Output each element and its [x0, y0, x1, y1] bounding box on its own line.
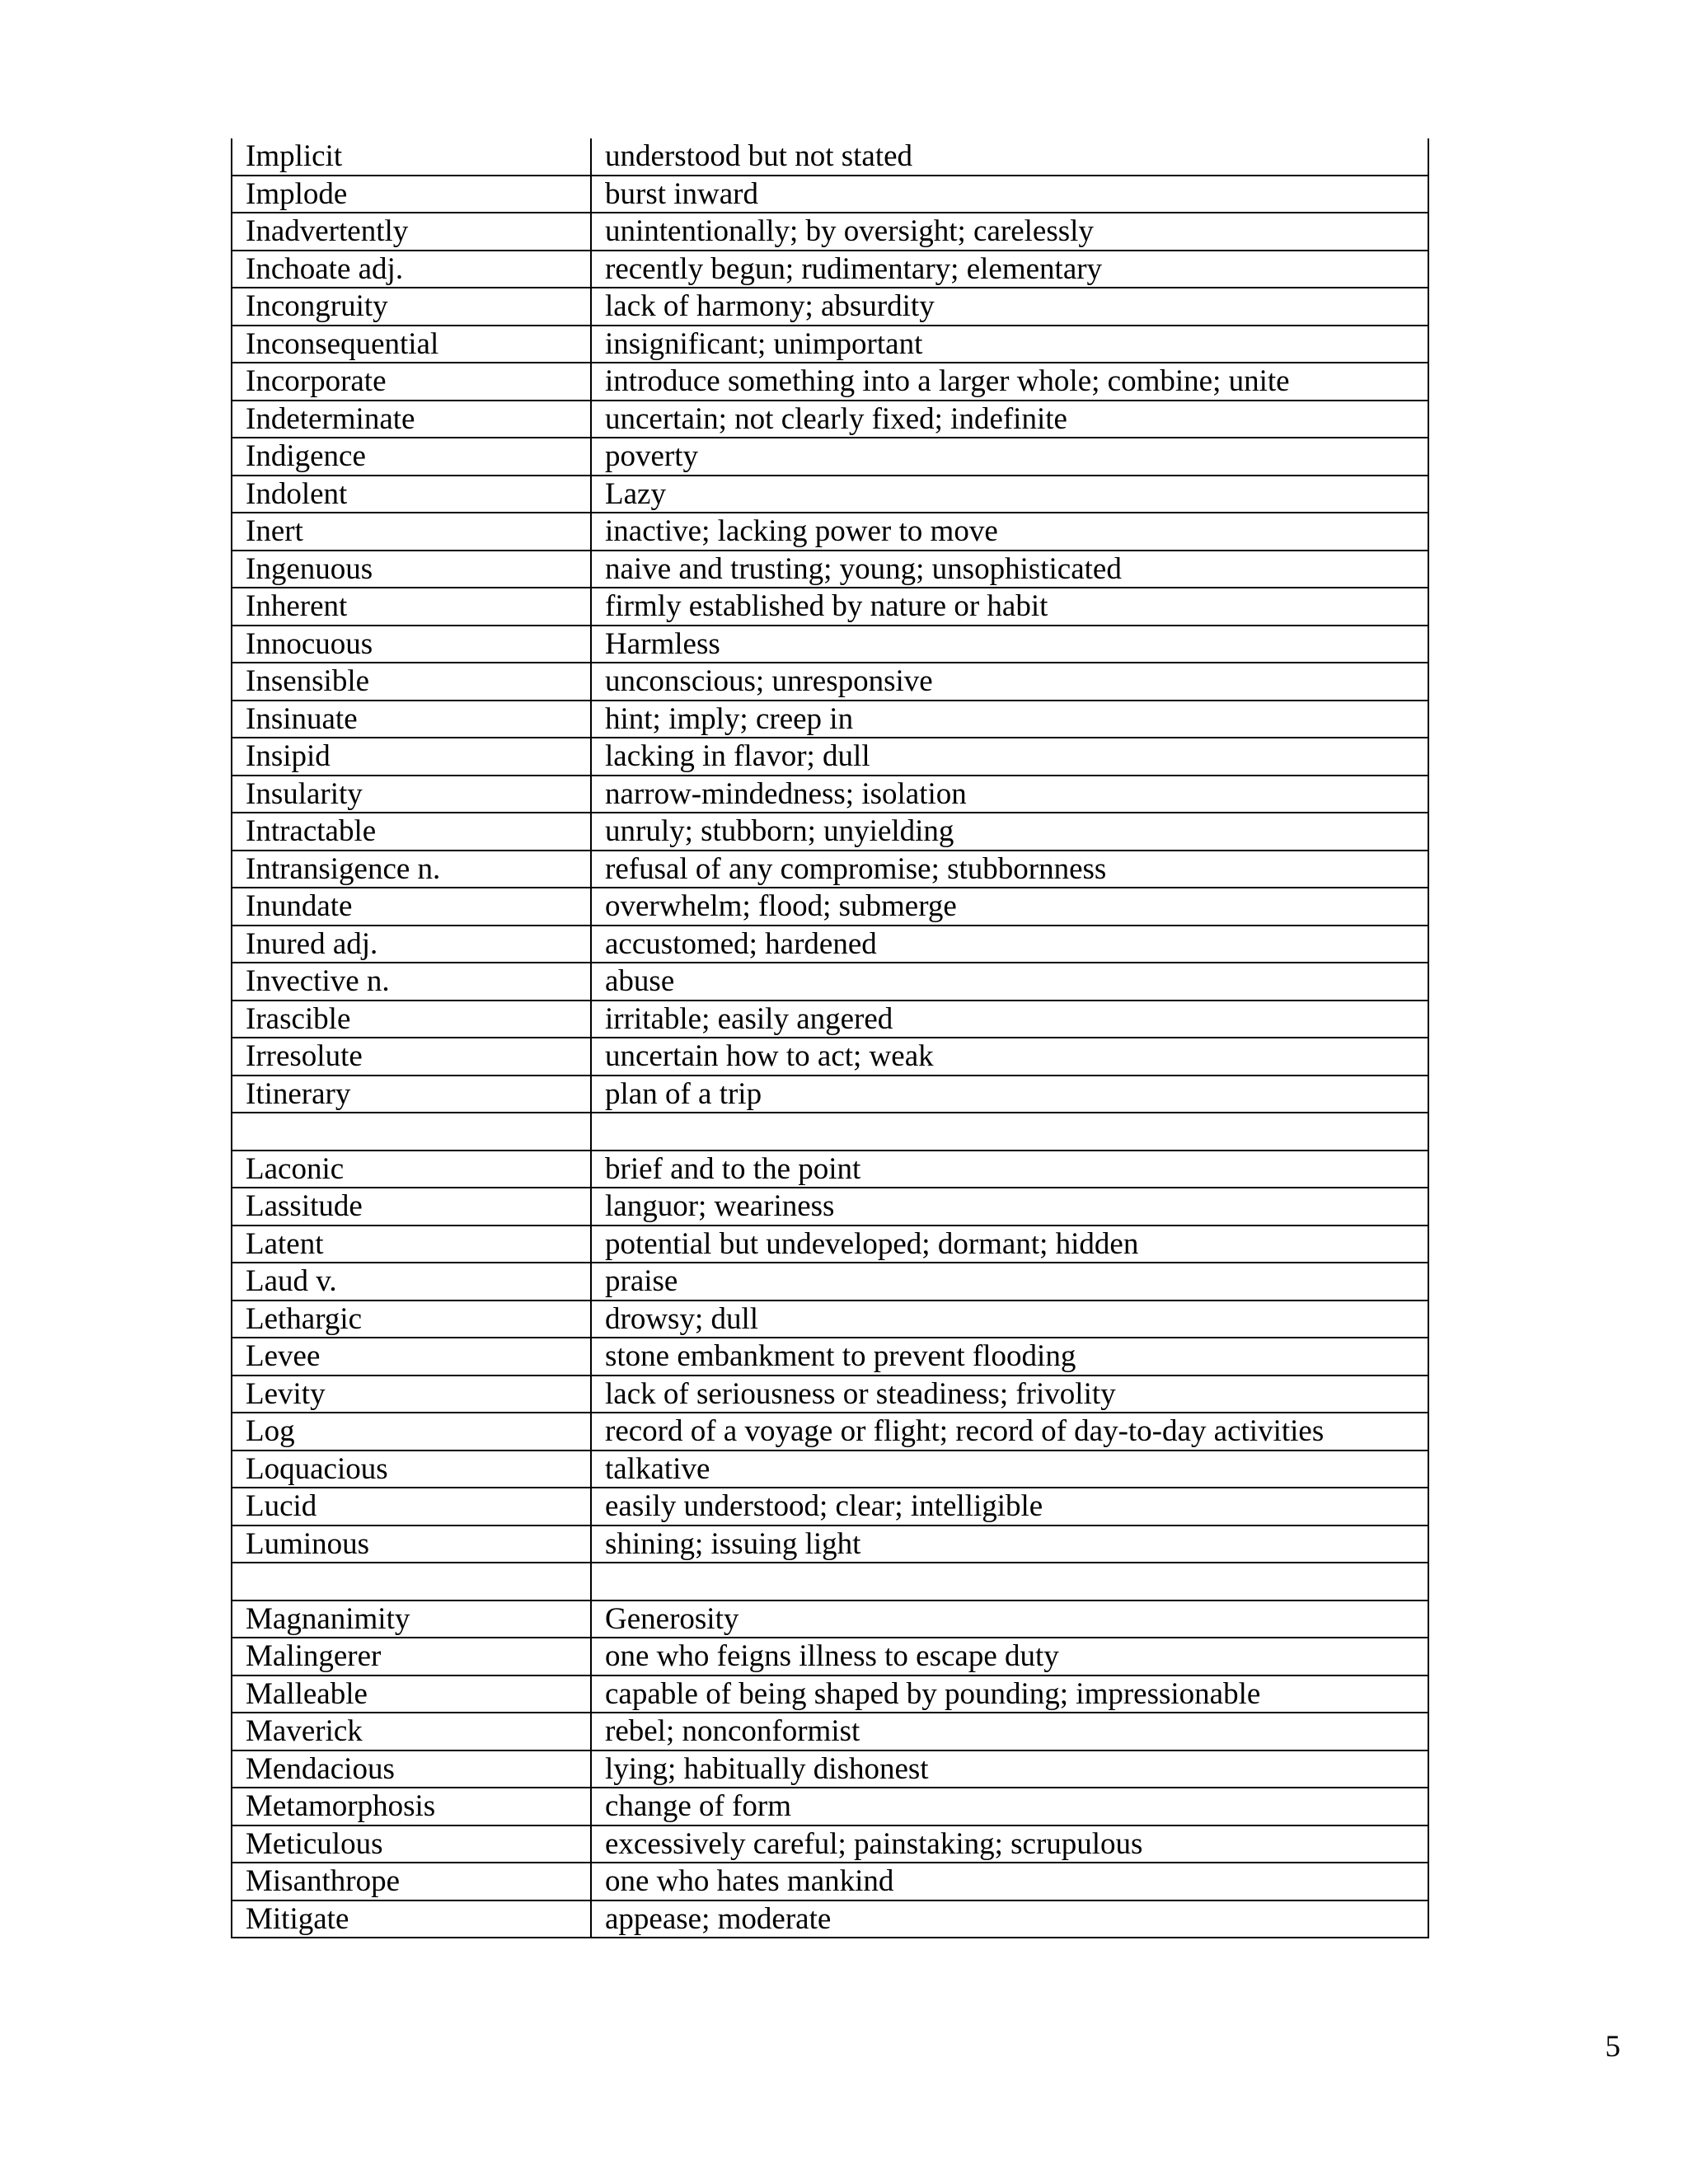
term-cell: Insularity — [232, 776, 591, 813]
definition-cell: brief and to the point — [591, 1151, 1428, 1188]
definition-cell: hint; imply; creep in — [591, 701, 1428, 738]
table-row — [232, 1825, 1428, 1863]
definition-cell: one who hates mankind — [591, 1863, 1428, 1900]
term-cell: Indeterminate — [232, 401, 591, 438]
table-row — [232, 588, 1428, 626]
table-row — [232, 1113, 1428, 1151]
definition-cell: refusal of any compromise; stubbornness — [591, 851, 1428, 888]
table-row — [232, 176, 1428, 213]
term-cell: Latent — [232, 1226, 591, 1263]
term-cell: Insipid — [232, 738, 591, 776]
term-cell: Incongruity — [232, 288, 591, 326]
term-cell: Malleable — [232, 1675, 591, 1713]
table-row — [232, 1038, 1428, 1076]
definition-cell: insignificant; unimportant — [591, 326, 1428, 363]
term-cell: Irresolute — [232, 1038, 591, 1076]
term-cell: Levee — [232, 1338, 591, 1376]
table-row — [232, 1900, 1428, 1938]
definition-cell: drowsy; dull — [591, 1301, 1428, 1338]
definition-cell: lack of harmony; absurdity — [591, 288, 1428, 326]
table-row — [232, 1563, 1428, 1601]
table-row — [232, 363, 1428, 401]
term-cell: Laud v. — [232, 1263, 591, 1301]
definition-cell: uncertain how to act; weak — [591, 1038, 1428, 1076]
definition-cell: firmly established by nature or habit — [591, 588, 1428, 626]
term-cell: Levity — [232, 1376, 591, 1413]
term-cell: Inchoate adj. — [232, 251, 591, 288]
table-row — [232, 1451, 1428, 1488]
definition-cell: burst inward — [591, 176, 1428, 213]
definition-cell: record of a voyage or flight; record of day-to-day activities — [591, 1413, 1428, 1451]
definition-cell: poverty — [591, 438, 1428, 476]
definition-cell: Harmless — [591, 626, 1428, 663]
term-cell: Itinerary — [232, 1076, 591, 1113]
term-cell: Metamorphosis — [232, 1788, 591, 1825]
definition-cell: one who feigns illness to escape duty — [591, 1638, 1428, 1675]
table-row — [232, 513, 1428, 551]
definition-cell: lying; habitually dishonest — [591, 1750, 1428, 1788]
term-cell: Indolent — [232, 476, 591, 513]
definition-cell: unintentionally; by oversight; carelessly — [591, 213, 1428, 251]
definition-cell: unconscious; unresponsive — [591, 663, 1428, 701]
vocabulary-table — [231, 138, 1429, 1938]
table-row — [232, 851, 1428, 888]
table-row — [232, 1188, 1428, 1226]
table-row — [232, 1263, 1428, 1301]
table-row — [232, 663, 1428, 701]
term-cell: Mendacious — [232, 1750, 591, 1788]
definition-cell: excessively careful; painstaking; scrupulous — [591, 1825, 1428, 1863]
definition-cell: inactive; lacking power to move — [591, 513, 1428, 551]
definition-cell: naive and trusting; young; unsophisticated — [591, 551, 1428, 588]
table-row — [232, 1863, 1428, 1900]
table-row — [232, 1226, 1428, 1263]
table-row — [232, 1638, 1428, 1675]
definition-cell: lacking in flavor; dull — [591, 738, 1428, 776]
term-cell: Maverick — [232, 1713, 591, 1750]
definition-cell: change of form — [591, 1788, 1428, 1825]
term-cell: Intransigence n. — [232, 851, 591, 888]
definition-cell: uncertain; not clearly fixed; indefinite — [591, 401, 1428, 438]
table-row — [232, 1713, 1428, 1750]
term-cell: Indigence — [232, 438, 591, 476]
term-cell: Invective n. — [232, 963, 591, 1001]
definition-cell: capable of being shaped by pounding; impressionable — [591, 1675, 1428, 1713]
definition-cell: unruly; stubborn; unyielding — [591, 813, 1428, 851]
table-row — [232, 551, 1428, 588]
table-row — [232, 776, 1428, 813]
term-cell: Meticulous — [232, 1825, 591, 1863]
table-row — [232, 401, 1428, 438]
table-row — [232, 1338, 1428, 1376]
term-cell: Loquacious — [232, 1451, 591, 1488]
table-row — [232, 1301, 1428, 1338]
definition-cell: Generosity — [591, 1601, 1428, 1638]
definition-cell: introduce something into a larger whole; combine; unite — [591, 363, 1428, 401]
table-row — [232, 1001, 1428, 1038]
term-cell: Inherent — [232, 588, 591, 626]
definition-cell: praise — [591, 1263, 1428, 1301]
table-row — [232, 1413, 1428, 1451]
table-row — [232, 963, 1428, 1001]
table-row — [232, 626, 1428, 663]
term-cell: Irascible — [232, 1001, 591, 1038]
table-row — [232, 1788, 1428, 1825]
term-cell: Log — [232, 1413, 591, 1451]
term-cell: Implode — [232, 176, 591, 213]
term-cell: Inundate — [232, 888, 591, 926]
term-cell: Insinuate — [232, 701, 591, 738]
definition-cell: stone embankment to prevent flooding — [591, 1338, 1428, 1376]
table-row — [232, 1488, 1428, 1526]
definition-cell: narrow-mindedness; isolation — [591, 776, 1428, 813]
term-cell: Innocuous — [232, 626, 591, 663]
term-cell: Incorporate — [232, 363, 591, 401]
table-row — [232, 738, 1428, 776]
term-cell: Inured adj. — [232, 926, 591, 963]
definition-cell: plan of a trip — [591, 1076, 1428, 1113]
term-cell — [232, 1113, 591, 1151]
term-cell: Luminous — [232, 1526, 591, 1563]
definition-cell: languor; weariness — [591, 1188, 1428, 1226]
term-cell: Inconsequential — [232, 326, 591, 363]
definition-cell: appease; moderate — [591, 1900, 1428, 1938]
term-cell: Inadvertently — [232, 213, 591, 251]
definition-cell: potential but undeveloped; dormant; hidden — [591, 1226, 1428, 1263]
definition-cell: irritable; easily angered — [591, 1001, 1428, 1038]
table-row — [232, 251, 1428, 288]
term-cell: Inert — [232, 513, 591, 551]
term-cell: Magnanimity — [232, 1601, 591, 1638]
term-cell: Lassitude — [232, 1188, 591, 1226]
term-cell: Lethargic — [232, 1301, 591, 1338]
table-row — [232, 1076, 1428, 1113]
term-cell: Intractable — [232, 813, 591, 851]
definition-cell: recently begun; rudimentary; elementary — [591, 251, 1428, 288]
table-row — [232, 213, 1428, 251]
definition-cell: shining; issuing light — [591, 1526, 1428, 1563]
definition-cell: abuse — [591, 963, 1428, 1001]
table-row — [232, 926, 1428, 963]
table-row — [232, 288, 1428, 326]
table-row — [232, 1526, 1428, 1563]
definition-cell: Lazy — [591, 476, 1428, 513]
table-row — [232, 1675, 1428, 1713]
definition-cell: overwhelm; flood; submerge — [591, 888, 1428, 926]
definition-cell: easily understood; clear; intelligible — [591, 1488, 1428, 1526]
term-cell: Misanthrope — [232, 1863, 591, 1900]
term-cell: Malingerer — [232, 1638, 591, 1675]
definition-cell: accustomed; hardened — [591, 926, 1428, 963]
table-row — [232, 888, 1428, 926]
table-row — [232, 326, 1428, 363]
table-row — [232, 1376, 1428, 1413]
definition-cell: talkative — [591, 1451, 1428, 1488]
table-row — [232, 438, 1428, 476]
definition-cell: rebel; nonconformist — [591, 1713, 1428, 1750]
term-cell: Mitigate — [232, 1900, 591, 1938]
definition-cell — [591, 1113, 1428, 1151]
term-cell: Lucid — [232, 1488, 591, 1526]
term-cell: Ingenuous — [232, 551, 591, 588]
table-row — [232, 1750, 1428, 1788]
table-row — [232, 1601, 1428, 1638]
definition-cell: understood but not stated — [591, 138, 1428, 176]
table-row — [232, 813, 1428, 851]
page-number: 5 — [1605, 2030, 1620, 2064]
term-cell: Insensible — [232, 663, 591, 701]
term-cell: Laconic — [232, 1151, 591, 1188]
table-row — [232, 138, 1428, 176]
term-cell: Implicit — [232, 138, 591, 176]
definition-cell — [591, 1563, 1428, 1601]
definition-cell: lack of seriousness or steadiness; frivolity — [591, 1376, 1428, 1413]
vocabulary-table-body — [232, 138, 1428, 1938]
table-row — [232, 476, 1428, 513]
table-row — [232, 1151, 1428, 1188]
term-cell — [232, 1563, 591, 1601]
table-row — [232, 701, 1428, 738]
